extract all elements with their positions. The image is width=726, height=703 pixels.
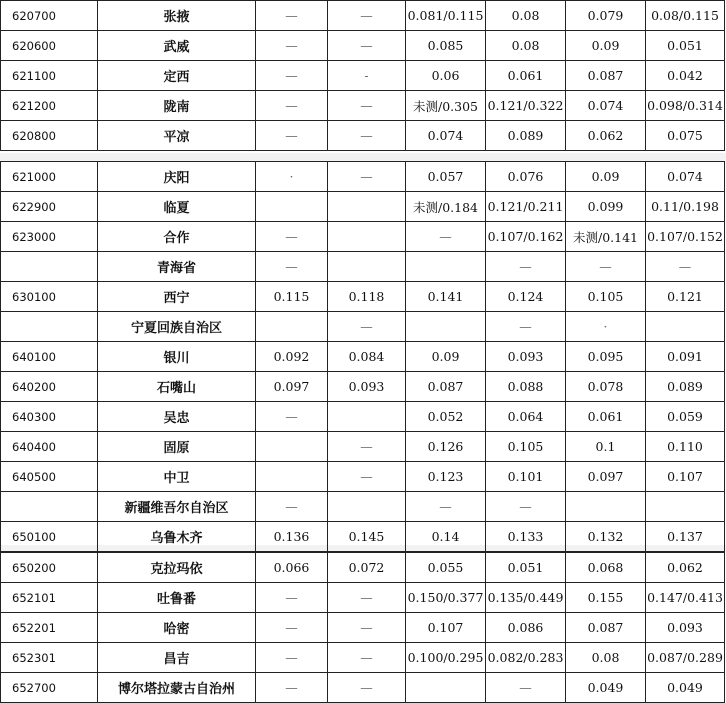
value-cell-1: —	[256, 31, 328, 61]
value-cell-5: 0.099	[566, 192, 646, 222]
region-code-cell: 621100	[1, 61, 98, 91]
region-code-cell	[1, 252, 98, 282]
value-cell-6	[646, 312, 725, 342]
value-cell-6: 0.107/0.152	[646, 222, 725, 252]
value-cell-4: —	[486, 312, 566, 342]
value-cell-3: 0.087	[406, 372, 486, 402]
region-name-cell: 定西	[98, 61, 256, 91]
table-row	[1, 402, 725, 432]
table-row	[1, 121, 725, 151]
region-name-cell: 武威	[98, 31, 256, 61]
region-code-cell	[1, 312, 98, 342]
value-cell-1: 0.092	[256, 342, 328, 372]
value-cell-6: 0.051	[646, 31, 725, 61]
value-cell-5: 0.061	[566, 402, 646, 432]
value-cell-2	[328, 192, 406, 222]
value-cell-4: —	[486, 252, 566, 282]
value-cell-5: 0.049	[566, 673, 646, 703]
table-row	[1, 553, 725, 583]
region-name-cell: 合作	[98, 222, 256, 252]
value-cell-5: 0.095	[566, 342, 646, 372]
value-cell-5: 0.1	[566, 432, 646, 462]
value-cell-2: —	[328, 673, 406, 703]
value-cell-5: 0.105	[566, 282, 646, 312]
value-cell-5: ·	[566, 312, 646, 342]
value-cell-4: 0.121/0.211	[486, 192, 566, 222]
value-cell-4: 0.093	[486, 342, 566, 372]
value-cell-3: 0.123	[406, 462, 486, 492]
region-code-cell: 650100	[1, 522, 98, 552]
value-cell-2	[328, 402, 406, 432]
region-name-cell: 固原	[98, 432, 256, 462]
value-cell-5: 0.155	[566, 583, 646, 613]
value-cell-1: ·	[256, 162, 328, 192]
region-code-cell: 620800	[1, 121, 98, 151]
value-cell-2: —	[328, 121, 406, 151]
value-cell-6: —	[646, 252, 725, 282]
table-row	[1, 312, 725, 342]
table-row	[1, 372, 725, 402]
region-name-cell: 吐鲁番	[98, 583, 256, 613]
value-cell-1: —	[256, 402, 328, 432]
data-table	[0, 161, 725, 552]
value-cell-4: 0.076	[486, 162, 566, 192]
value-cell-2	[328, 222, 406, 252]
data-table	[0, 552, 725, 703]
value-cell-3: 未测/0.184	[406, 192, 486, 222]
value-cell-4: —	[486, 492, 566, 522]
region-code-cell: 621200	[1, 91, 98, 121]
region-code-cell	[1, 492, 98, 522]
value-cell-1: —	[256, 583, 328, 613]
table-block-2	[0, 161, 724, 552]
region-name-cell: 平凉	[98, 121, 256, 151]
table-row	[1, 492, 725, 522]
value-cell-2: 0.072	[328, 553, 406, 583]
value-cell-2: 0.118	[328, 282, 406, 312]
value-cell-3: 0.085	[406, 31, 486, 61]
value-cell-6: 0.089	[646, 372, 725, 402]
value-cell-6: 0.093	[646, 613, 725, 643]
value-cell-5: 0.078	[566, 372, 646, 402]
table-row	[1, 462, 725, 492]
value-cell-4: 0.089	[486, 121, 566, 151]
value-cell-1: —	[256, 222, 328, 252]
value-cell-3: —	[406, 222, 486, 252]
value-cell-2: —	[328, 432, 406, 462]
region-name-cell: 克拉玛依	[98, 553, 256, 583]
value-cell-2: —	[328, 1, 406, 31]
value-cell-2	[328, 252, 406, 282]
value-cell-3: 0.126	[406, 432, 486, 462]
value-cell-3: 0.057	[406, 162, 486, 192]
region-name-cell: 石嘴山	[98, 372, 256, 402]
region-code-cell: 650200	[1, 553, 98, 583]
value-cell-6: 0.087/0.289	[646, 643, 725, 673]
value-cell-5: 0.074	[566, 91, 646, 121]
value-cell-4: —	[486, 673, 566, 703]
value-cell-1	[256, 462, 328, 492]
table-block-1	[0, 0, 724, 151]
table-row	[1, 222, 725, 252]
value-cell-4: 0.124	[486, 282, 566, 312]
region-code-cell: 630100	[1, 282, 98, 312]
value-cell-4: 0.082/0.283	[486, 643, 566, 673]
value-cell-2: —	[328, 312, 406, 342]
region-code-cell: 640400	[1, 432, 98, 462]
value-cell-4: 0.107/0.162	[486, 222, 566, 252]
region-name-cell: 哈密	[98, 613, 256, 643]
value-cell-4: 0.08	[486, 1, 566, 31]
table-row	[1, 432, 725, 462]
table-row	[1, 192, 725, 222]
value-cell-4: 0.105	[486, 432, 566, 462]
value-cell-1: —	[256, 121, 328, 151]
value-cell-6: 0.062	[646, 553, 725, 583]
value-cell-1: —	[256, 91, 328, 121]
table-row	[1, 613, 725, 643]
region-name-cell: 临夏	[98, 192, 256, 222]
table-row	[1, 282, 725, 312]
value-cell-1: 0.097	[256, 372, 328, 402]
region-code-cell: 652201	[1, 613, 98, 643]
value-cell-2: —	[328, 91, 406, 121]
data-table	[0, 0, 725, 151]
value-cell-6: 0.098/0.314	[646, 91, 725, 121]
value-cell-3	[406, 252, 486, 282]
value-cell-4: 0.064	[486, 402, 566, 432]
value-cell-3: 0.100/0.295	[406, 643, 486, 673]
region-code-cell: 620700	[1, 1, 98, 31]
value-cell-2: 0.084	[328, 342, 406, 372]
value-cell-3: 0.055	[406, 553, 486, 583]
value-cell-6	[646, 492, 725, 522]
value-cell-2: —	[328, 583, 406, 613]
value-cell-6: 0.042	[646, 61, 725, 91]
value-cell-4: 0.135/0.449	[486, 583, 566, 613]
value-cell-2	[328, 492, 406, 522]
value-cell-5	[566, 492, 646, 522]
value-cell-2: -	[328, 61, 406, 91]
region-name-cell: 西宁	[98, 282, 256, 312]
value-cell-1: 0.066	[256, 553, 328, 583]
value-cell-5: 0.097	[566, 462, 646, 492]
table-row	[1, 91, 725, 121]
value-cell-6: 0.137	[646, 522, 725, 552]
table-row	[1, 583, 725, 613]
value-cell-3: 0.081/0.115	[406, 1, 486, 31]
value-cell-3: 0.06	[406, 61, 486, 91]
value-cell-5: 0.08	[566, 643, 646, 673]
value-cell-1: —	[256, 61, 328, 91]
value-cell-2: —	[328, 613, 406, 643]
region-code-cell: 621000	[1, 162, 98, 192]
value-cell-5: 0.09	[566, 31, 646, 61]
value-cell-4: 0.088	[486, 372, 566, 402]
table-row	[1, 162, 725, 192]
region-name-cell: 昌吉	[98, 643, 256, 673]
value-cell-3: —	[406, 492, 486, 522]
value-cell-2: 0.145	[328, 522, 406, 552]
value-cell-6: 0.107	[646, 462, 725, 492]
value-cell-2: —	[328, 462, 406, 492]
value-cell-1	[256, 312, 328, 342]
table-row	[1, 1, 725, 31]
region-name-cell: 吴忠	[98, 402, 256, 432]
value-cell-6: 0.059	[646, 402, 725, 432]
value-cell-5: 0.09	[566, 162, 646, 192]
region-code-cell: 652101	[1, 583, 98, 613]
table-row	[1, 31, 725, 61]
value-cell-4: 0.086	[486, 613, 566, 643]
value-cell-3: 0.141	[406, 282, 486, 312]
region-name-cell: 张掖	[98, 1, 256, 31]
value-cell-3	[406, 312, 486, 342]
value-cell-5: —	[566, 252, 646, 282]
region-name-cell: 银川	[98, 342, 256, 372]
value-cell-6: 0.121	[646, 282, 725, 312]
value-cell-6: 0.091	[646, 342, 725, 372]
region-name-cell: 宁夏回族自治区	[98, 312, 256, 342]
value-cell-5: 0.087	[566, 613, 646, 643]
value-cell-5: 未测/0.141	[566, 222, 646, 252]
table-row	[1, 61, 725, 91]
value-cell-5: 0.062	[566, 121, 646, 151]
value-cell-1: —	[256, 252, 328, 282]
value-cell-1: —	[256, 673, 328, 703]
value-cell-3	[406, 673, 486, 703]
value-cell-6: 0.08/0.115	[646, 1, 725, 31]
table-row	[1, 673, 725, 703]
region-code-cell: 623000	[1, 222, 98, 252]
region-code-cell: 622900	[1, 192, 98, 222]
value-cell-6: 0.075	[646, 121, 725, 151]
value-cell-1: —	[256, 1, 328, 31]
table-row	[1, 643, 725, 673]
region-code-cell: 652700	[1, 673, 98, 703]
table-row	[1, 522, 725, 552]
value-cell-4: 0.121/0.322	[486, 91, 566, 121]
value-cell-3: 0.074	[406, 121, 486, 151]
region-name-cell: 陇南	[98, 91, 256, 121]
value-cell-6: 0.110	[646, 432, 725, 462]
region-name-cell: 博尔塔拉蒙古自治州	[98, 673, 256, 703]
value-cell-5: 0.087	[566, 61, 646, 91]
value-cell-3: 0.14	[406, 522, 486, 552]
value-cell-6: 0.147/0.413	[646, 583, 725, 613]
value-cell-1: —	[256, 492, 328, 522]
value-cell-2: 0.093	[328, 372, 406, 402]
region-code-cell: 640300	[1, 402, 98, 432]
value-cell-3: 0.052	[406, 402, 486, 432]
region-code-cell: 652301	[1, 643, 98, 673]
page-gap	[0, 153, 726, 161]
value-cell-5: 0.079	[566, 1, 646, 31]
value-cell-2: —	[328, 643, 406, 673]
region-code-cell: 620600	[1, 31, 98, 61]
table-row	[1, 252, 725, 282]
value-cell-5: 0.068	[566, 553, 646, 583]
region-name-cell: 中卫	[98, 462, 256, 492]
value-cell-1: 0.115	[256, 282, 328, 312]
value-cell-4: 0.08	[486, 31, 566, 61]
value-cell-2: —	[328, 31, 406, 61]
region-code-cell: 640200	[1, 372, 98, 402]
value-cell-3: 0.150/0.377	[406, 583, 486, 613]
value-cell-1: —	[256, 613, 328, 643]
value-cell-3: 0.09	[406, 342, 486, 372]
value-cell-4: 0.133	[486, 522, 566, 552]
value-cell-1	[256, 432, 328, 462]
value-cell-1: 0.136	[256, 522, 328, 552]
value-cell-4: 0.101	[486, 462, 566, 492]
value-cell-6: 0.074	[646, 162, 725, 192]
value-cell-1	[256, 192, 328, 222]
region-name-cell: 新疆维吾尔自治区	[98, 492, 256, 522]
region-code-cell: 640500	[1, 462, 98, 492]
value-cell-1: —	[256, 643, 328, 673]
region-name-cell: 乌鲁木齐	[98, 522, 256, 552]
region-name-cell: 庆阳	[98, 162, 256, 192]
value-cell-6: 0.049	[646, 673, 725, 703]
value-cell-2: —	[328, 162, 406, 192]
value-cell-4: 0.061	[486, 61, 566, 91]
value-cell-3: 未测/0.305	[406, 91, 486, 121]
value-cell-4: 0.051	[486, 553, 566, 583]
value-cell-6: 0.11/0.198	[646, 192, 725, 222]
value-cell-5: 0.132	[566, 522, 646, 552]
value-cell-3: 0.107	[406, 613, 486, 643]
table-row	[1, 342, 725, 372]
table-block-3	[0, 552, 724, 703]
region-code-cell: 640100	[1, 342, 98, 372]
region-name-cell: 青海省	[98, 252, 256, 282]
